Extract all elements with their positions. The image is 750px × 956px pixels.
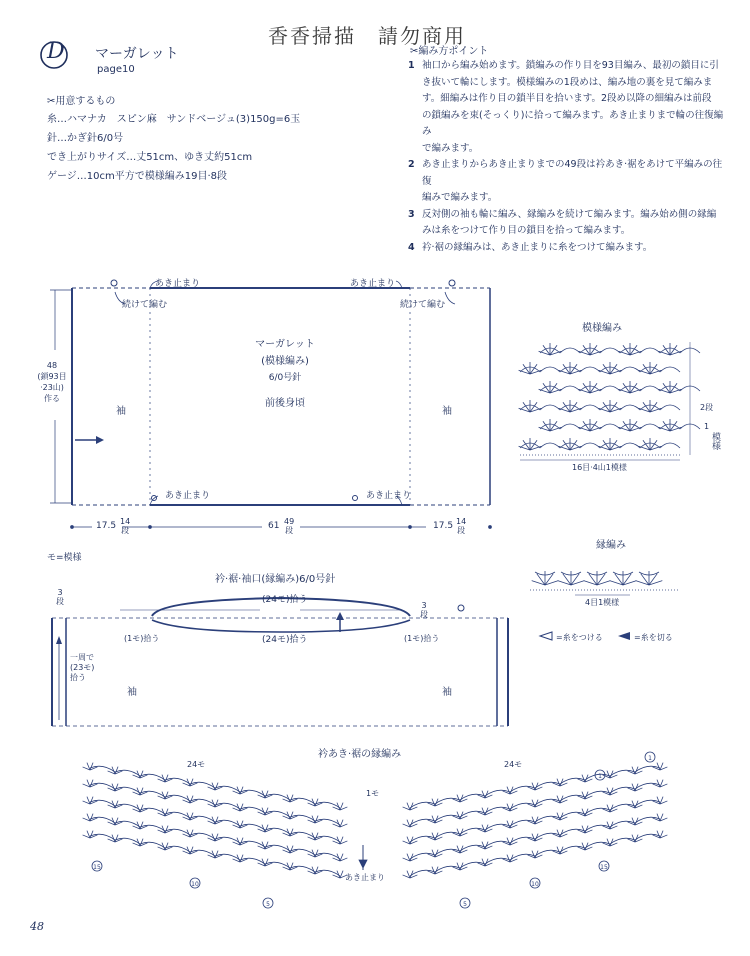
chain-arc — [190, 799, 215, 805]
pattern-chart-symbols — [519, 342, 700, 460]
edging-diagram-title: 衿·裾·袖口(縁編み)6/0号針 — [215, 574, 336, 585]
chain-arc — [635, 800, 660, 806]
chain-arc — [215, 820, 240, 826]
scissors-icon: ✂ — [47, 96, 56, 107]
chain-arc — [540, 443, 560, 448]
chain-arc — [410, 870, 435, 876]
chain-arc — [290, 849, 315, 855]
chain-arc — [535, 782, 560, 788]
chain-arc — [265, 862, 290, 868]
chain-arc — [410, 853, 435, 859]
chain-arc — [115, 821, 140, 827]
dim-left: 17.5 — [96, 521, 117, 531]
legend-cut: =糸を切る — [634, 633, 673, 642]
materials-line: ゲージ…10cm平方で模様編み19目·8段 — [47, 171, 228, 182]
chain-arc — [165, 795, 190, 801]
dim-center-rows: 49 段 — [284, 517, 295, 535]
mo-note: モ=模様 — [47, 553, 82, 563]
row-marker-label: 5 — [266, 901, 270, 908]
chain-arc — [610, 804, 635, 810]
chain-arc — [240, 807, 265, 813]
chain-arc — [215, 803, 240, 809]
row-marker-label: 1 — [598, 773, 602, 780]
start-arrow-icon — [75, 436, 104, 444]
chain-arc — [485, 807, 510, 813]
edging-rows-left: 3 段 — [56, 588, 64, 606]
chain-arc — [215, 854, 240, 860]
chain-arc — [140, 791, 165, 797]
body-center-label: マーガレット (模様編み) 6/0号針 前後身頃 — [255, 339, 315, 409]
chain-arc — [600, 424, 620, 429]
dim-right-rows: 14 段 — [456, 517, 467, 535]
pattern-title: マーガレット — [95, 46, 179, 62]
edging-around-label: 一周で (23モ) 拾う — [70, 653, 95, 682]
chain-arc — [620, 405, 640, 410]
materials-heading: ✂用意するもの — [47, 96, 116, 107]
page-number: 48 — [30, 920, 44, 933]
chain-arc — [165, 846, 190, 852]
chain-arc — [635, 766, 660, 772]
chain-arc — [660, 443, 680, 448]
chain-arc — [190, 850, 215, 856]
chain-arc — [610, 770, 635, 776]
continue-arrow-right — [445, 292, 455, 304]
chain-arc — [560, 846, 585, 852]
aki-label-bottom-right: あき止まり — [366, 491, 412, 501]
chain-arc — [290, 832, 315, 838]
cut-yarn-icon — [618, 632, 630, 640]
chain-arc — [535, 816, 560, 822]
chain-arc — [215, 786, 240, 792]
chain-arc — [640, 386, 660, 391]
chain-arc — [610, 787, 635, 793]
chain-arc — [165, 778, 190, 784]
dim-right: 17.5 — [433, 521, 454, 531]
chain-arc — [265, 811, 290, 817]
chain-arc — [510, 854, 535, 860]
pattern-row1-label: 1 — [704, 422, 710, 431]
instruction-step: 1 袖口から編み始めます。鎖編みの作り目を93目編み、最初の鎖目に引 き抜いて輪にします。模様編みの1段めは、編み地の裏を見て編みま す。細編みは作り目の鎖半目を拾います。2段め以降の細編みは前段 の鎖編みを束(そっくり)に拾って編みます。あき止まりまで輪の往復編み で編みます。 — [408, 60, 724, 154]
chain-arc — [435, 815, 460, 821]
width-dimension — [71, 526, 492, 529]
chain-arc — [90, 766, 115, 772]
materials-line: 針…かぎ針6/0号 — [47, 133, 124, 144]
edging-sleeve-right: 袖 — [442, 687, 452, 698]
chain-arc — [560, 348, 580, 353]
aki-label-top-left: あき止まり — [155, 279, 201, 289]
chain-arc — [240, 858, 265, 864]
collar-aki-label: あき止まり — [345, 873, 385, 882]
aki-label-bottom-left: あき止まり — [165, 491, 211, 501]
chain-arc — [90, 834, 115, 840]
chain-arc — [140, 825, 165, 831]
chain-arc — [510, 837, 535, 843]
instruction-step: 2 あき止まりからあき止まりまでの49段は衿あき·裾をあけて平編みの往復 編みで編みます。 — [408, 159, 723, 203]
edging-pick-mid: (24モ)拾う — [262, 635, 308, 645]
scissors-icon: ✂ — [410, 46, 419, 57]
chain-arc — [460, 828, 485, 834]
chain-arc — [435, 798, 460, 804]
chain-arc — [660, 405, 680, 410]
materials-list — [47, 110, 377, 186]
chain-arc — [560, 386, 580, 391]
chain-arc — [560, 829, 585, 835]
chain-arc — [165, 812, 190, 818]
chain-arc — [460, 811, 485, 817]
chain-arc — [140, 774, 165, 780]
chain-arc — [265, 828, 290, 834]
edging-pick-top: (24モ)拾う — [262, 595, 308, 605]
row-marker-label: 10 — [191, 881, 199, 888]
chain-arc — [635, 783, 660, 789]
dim-center: 61 — [268, 521, 280, 531]
chain-arc — [265, 845, 290, 851]
chain-arc — [115, 787, 140, 793]
chain-arc — [90, 783, 115, 789]
collar-chart-title: 衿あき·裾の縁編み — [318, 749, 402, 760]
collar-right-count: 24モ — [504, 760, 523, 769]
chain-arc — [635, 817, 660, 823]
chain-arc — [315, 802, 340, 808]
attach-marker-right — [449, 280, 455, 286]
chain-arc — [535, 833, 560, 839]
chain-arc — [115, 838, 140, 844]
chain-arc — [435, 866, 460, 872]
chain-arc — [190, 833, 215, 839]
chain-arc — [240, 824, 265, 830]
edging-center-arrow-icon — [336, 612, 344, 632]
chain-arc — [315, 870, 340, 876]
chain-arc — [315, 853, 340, 859]
aki-marker-br — [353, 496, 358, 501]
edging-pick-left: (1モ)拾う — [124, 634, 160, 643]
chain-arc — [485, 790, 510, 796]
continue-label-left: 続けて編む — [122, 300, 168, 310]
dim-left-rows: 14 段 — [120, 517, 131, 535]
edging-chart-title: 縁編み — [596, 540, 626, 551]
instruction-step: 4 衿·裾の縁編みは、あき止まりに糸をつけて編みます。 — [408, 241, 653, 253]
row-marker-label: 15 — [93, 864, 101, 871]
chain-arc — [90, 800, 115, 806]
instructions-list — [408, 58, 728, 256]
chain-arc — [485, 858, 510, 864]
chain-arc — [585, 842, 610, 848]
chain-arc — [215, 837, 240, 843]
chain-arc — [620, 443, 640, 448]
attach-yarn-icon — [540, 632, 552, 640]
chain-arc — [560, 795, 585, 801]
chain-arc — [190, 816, 215, 822]
chain-arc — [620, 367, 640, 372]
chain-arc — [535, 850, 560, 856]
chain-arc — [315, 836, 340, 842]
chain-arc — [600, 386, 620, 391]
chain-arc — [485, 841, 510, 847]
edging-chart-symbols — [530, 571, 680, 595]
chain-arc — [460, 845, 485, 851]
collar-center-count: 1モ — [366, 789, 380, 798]
pattern-row2-label: 2段 — [700, 403, 714, 412]
chain-arc — [410, 802, 435, 808]
row-marker-label: 15 — [600, 864, 608, 871]
chain-arc — [460, 862, 485, 868]
chain-arc — [600, 348, 620, 353]
chain-arc — [240, 790, 265, 796]
chain-arc — [290, 815, 315, 821]
instruction-step: 3 反対側の袖も輪に編み、縁編みを続けて編みます。編み始め側の縁編 みは糸をつけて作り目の鎖目を拾って編みます。 — [408, 208, 717, 236]
row-marker-label: 1 — [648, 755, 652, 762]
chain-arc — [610, 821, 635, 827]
edging-rows-right: 3 段 — [420, 601, 428, 619]
chain-arc — [580, 443, 600, 448]
page-reference: page10 — [97, 64, 135, 75]
pattern-label: 模様 — [710, 432, 720, 450]
chain-arc — [510, 786, 535, 792]
edging-outline — [52, 598, 508, 726]
chain-arc — [540, 405, 560, 410]
chain-arc — [140, 842, 165, 848]
chain-arc — [585, 808, 610, 814]
watermark: 香香掃描 請勿商用 — [268, 24, 466, 48]
legend-attach: =糸をつける — [556, 633, 603, 642]
continue-label-right: 続けて編む — [400, 300, 446, 310]
chain-arc — [510, 803, 535, 809]
chain-arc — [560, 812, 585, 818]
edging-chart-repeat: 4目1模様 — [585, 598, 620, 607]
chain-arc — [660, 367, 680, 372]
chain-arc — [115, 770, 140, 776]
materials-line: でき上がりサイズ…丈51cm、ゆき丈約51cm — [47, 152, 253, 163]
chain-arc — [540, 367, 560, 372]
chain-arc — [460, 794, 485, 800]
edging-sleeve-left: 袖 — [127, 687, 137, 698]
chain-arc — [635, 834, 660, 840]
chain-arc — [640, 424, 660, 429]
chain-arc — [140, 808, 165, 814]
aki-label-top-right: あき止まり — [350, 279, 396, 289]
pattern-chart-repeat: 16目·4山1模様 — [572, 463, 627, 472]
chain-arc — [580, 367, 600, 372]
chain-arc — [585, 825, 610, 831]
chain-arc — [410, 836, 435, 842]
edging-pick-right: (1モ)拾う — [404, 634, 440, 643]
sleeve-label-left: 袖 — [116, 406, 126, 417]
chain-arc — [90, 817, 115, 823]
chain-arc — [435, 832, 460, 838]
row-marker-label: 5 — [463, 901, 467, 908]
collar-left-count: 24モ — [187, 760, 206, 769]
chain-arc — [290, 866, 315, 872]
chain-arc — [240, 841, 265, 847]
chain-arc — [290, 798, 315, 804]
chain-arc — [115, 804, 140, 810]
chain-arc — [560, 424, 580, 429]
row-marker-label: 10 — [531, 881, 539, 888]
chain-arc — [560, 778, 585, 784]
instructions-heading: ✂編み方ポイント — [410, 46, 489, 57]
height-label: 48 (鎖93目 ·23山) 作る — [37, 361, 67, 403]
collar-chart-symbols — [83, 752, 668, 908]
chain-arc — [165, 829, 190, 835]
chain-arc — [190, 782, 215, 788]
chain-arc — [585, 791, 610, 797]
chain-arc — [410, 819, 435, 825]
attach-marker-left — [111, 280, 117, 286]
chain-arc — [640, 348, 660, 353]
attach-marker-edging — [458, 605, 464, 611]
materials-line: 糸…ハマナカ スピン麻 サンドベージュ(3)150g=6玉 — [47, 114, 301, 125]
chain-arc — [510, 820, 535, 826]
pattern-chart-title: 模様編み — [582, 323, 622, 334]
chain-arc — [580, 405, 600, 410]
chain-arc — [610, 838, 635, 844]
aki-arrow-icon — [359, 860, 367, 868]
chain-arc — [265, 794, 290, 800]
chain-arc — [535, 799, 560, 805]
chain-arc — [435, 849, 460, 855]
section-letter: D — [47, 39, 65, 64]
chain-arc — [485, 824, 510, 830]
sleeve-label-right: 袖 — [442, 406, 452, 417]
around-arrow-icon — [56, 636, 62, 720]
chain-arc — [315, 819, 340, 825]
